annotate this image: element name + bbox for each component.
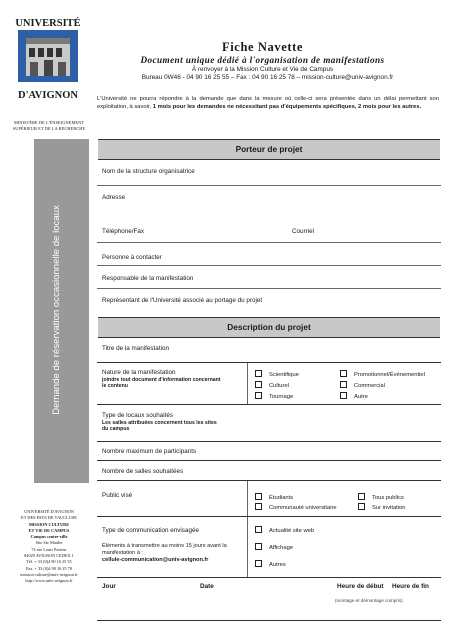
address-email[interactable]: mission-culture@univ-avignon.fr — [20, 571, 78, 577]
field-label-communication: Type de communication envisagée — [102, 527, 199, 534]
field-label-locaux: Type de locaux souhaités — [102, 412, 174, 419]
divider — [97, 185, 441, 186]
checkbox-culturel[interactable]: Culturel — [255, 381, 289, 389]
page-title: Fiche Navette — [221, 40, 304, 54]
column-header-debut: Heure de début — [337, 583, 384, 590]
checkbox-site-web[interactable]: Actualité site web — [255, 526, 314, 534]
ministry-label: MINISTÈRE DE L'ENSEIGNEMENT SUPÉRIEUR ET DE LA RECHERCHE — [12, 120, 86, 131]
side-label: Demande de réservation occasionnelle de locaux — [51, 205, 62, 415]
field-label-adresse: Adresse — [102, 194, 126, 201]
checkbox-invitation[interactable]: Sur invitation — [358, 503, 406, 511]
field-label-representant: Représentant de l'Université associé au portage du projet — [102, 297, 263, 304]
checkbox-tous-publics[interactable]: Tous publics — [358, 493, 404, 501]
checkbox-scientifique[interactable]: Scientifique — [255, 370, 299, 378]
field-label-contact: Personne à contacter — [102, 254, 162, 261]
address-website[interactable]: http://www.univ-avignon.fr — [25, 578, 73, 584]
divider — [97, 265, 441, 266]
checkbox-promotionnel[interactable]: Promotionnel/Événementiel — [340, 370, 425, 378]
column-divider — [247, 517, 248, 577]
field-label-telephone: Téléphone/Fax — [102, 228, 145, 235]
checkbox-autres[interactable]: Autres — [255, 560, 286, 568]
field-label-courriel: Courriel — [292, 228, 315, 235]
page-subtitle: Document unique dédié à l'organisation de manifestations — [140, 55, 385, 65]
field-label-titre: Titre de la manifestation — [102, 345, 169, 352]
divider — [97, 404, 441, 405]
logo-top-text: UNIVERSITÉ — [15, 18, 81, 29]
field-label-structure: Nom de la structure organisatrice — [102, 168, 195, 175]
column-divider — [247, 363, 248, 404]
divider — [97, 480, 441, 481]
checkbox-communaute[interactable]: Communauté universitaire — [255, 503, 337, 511]
field-hint-locaux: Les salles attribuées concernent tous les sites du campus — [102, 420, 217, 433]
divider — [97, 577, 441, 578]
schedule-note: (montage et démontage compris) — [335, 598, 403, 603]
field-label-public: Public visé — [102, 492, 133, 499]
section-title-description: Description du projet — [227, 322, 311, 332]
intro-paragraph: L'Université ne pourra répondre à la demande que dans la mesure où celle-ci sera présentée dans un délai permettant son exploitation, à savoir, 1 mois pour les demandes ne nécessitant pas d'équipements spécifiques, 2 mois pour les autres. — [97, 96, 439, 110]
checkbox-affichage[interactable]: Affichage — [255, 543, 293, 551]
column-header-jour: Jour — [102, 583, 116, 590]
column-header-fin: Heure de fin — [392, 583, 429, 590]
column-divider — [247, 481, 248, 516]
field-label-nature: Nature de la manifestation — [102, 369, 176, 376]
divider — [97, 242, 441, 243]
field-label-participants: Nombre maximum de participants — [102, 448, 197, 455]
checkbox-etudiants[interactable]: Étudiants — [255, 493, 293, 501]
field-label-salles: Nombre de salles souhaitées — [102, 468, 184, 475]
checkbox-autre[interactable]: Autre — [340, 392, 368, 400]
field-hint-nature: joindre tout document d'information concernant le contenu — [102, 377, 221, 390]
field-label-responsable: Responsable de la manifestation — [102, 275, 194, 282]
address-block: UNIVERSITÉ D'AVIGNON ET DES PAYS DE VAUCLUSE MISSION CULTURE ET VIE DE CAMPUS Campus centre-ville Site Ste Marthe 74 rue Louis Pasteur 84029 AVIGNON CEDEX 1 Tél. + 33 (0)4 90 16 25 55 Fax. + 33 (0)4 90 16 25 78 mission-culture@univ-avignon.fr http://www.univ-avignon.fr — [14, 509, 84, 585]
divider — [97, 288, 441, 289]
return-instruction: À renvoyer à la Mission Culture et Vie de Campus — [191, 66, 334, 73]
checkbox-commercial[interactable]: Commercial — [340, 381, 385, 389]
logo-bottom-text: D'AVIGNON — [18, 90, 78, 101]
divider — [97, 460, 441, 461]
column-header-date: Date — [200, 583, 214, 590]
divider — [97, 362, 441, 363]
divider — [97, 620, 441, 621]
university-logo — [14, 12, 82, 108]
field-hint-communication: Éléments à transmettre au moins 15 jours avant la manifestation à : cellule-communication@univ-avignon.fr — [102, 543, 227, 563]
contact-line: Bureau 0W46 - 04 90 16 25 55 – Fax : 04 90 16 25 78 – mission-culture@univ-avignon.fr — [141, 74, 394, 81]
checkbox-tournage[interactable]: Tournage — [255, 392, 293, 400]
section-title-porteur: Porteur de projet — [235, 144, 303, 154]
divider — [97, 441, 441, 442]
divider — [97, 516, 441, 517]
